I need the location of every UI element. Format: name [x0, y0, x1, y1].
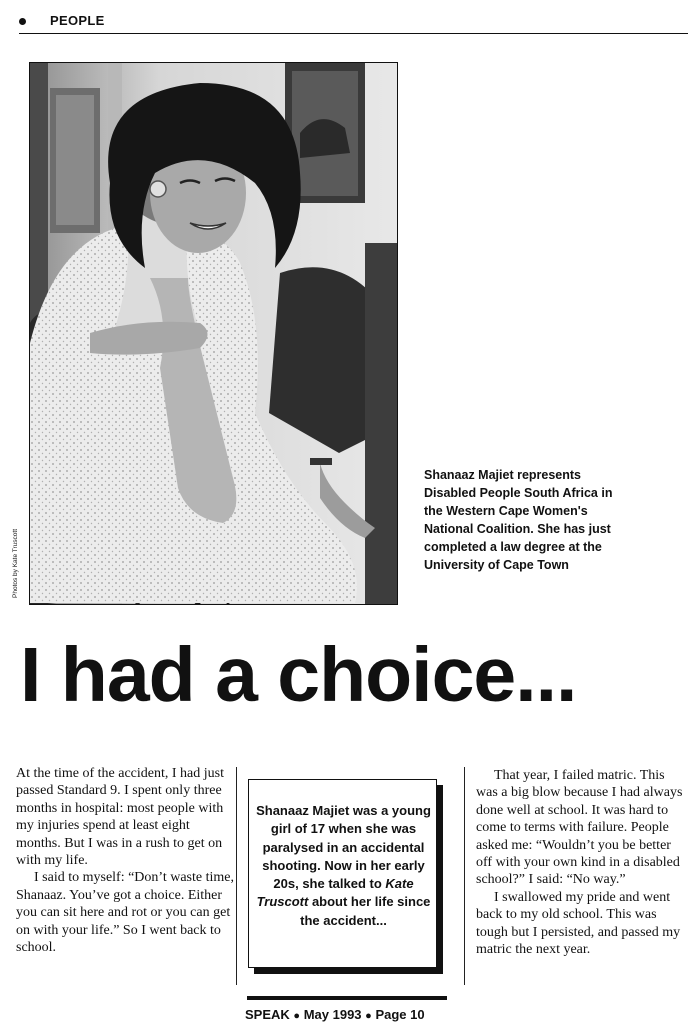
headline: I had a choice...: [20, 632, 577, 718]
photo-caption: Shanaaz Majiet represents Disabled People South Africa in the Western Cape Women's National Coalition. She has just completed a law degree at the University of Cape Town: [424, 468, 613, 572]
pullquote-text: [249, 802, 438, 930]
paragraph: I said to myself: “Don’t waste time, Shanaaz. You’ve got a choice. Either you can sit here and rot or you can get on with your life.” So I went back to school.: [16, 870, 234, 956]
portrait-illustration: [30, 63, 398, 605]
footer-page: Page 10: [375, 1007, 425, 1022]
section-header: [19, 14, 688, 34]
pullquote-part: Shanaaz Majiet was a young girl of 17 when she was paralysed in an accidental shooting. Now in her early 20s, she talked to: [256, 803, 431, 892]
paragraph: That year, I failed matric. This was a big blow because I had always done well at school. It was hard to come to terms with failure. People asked me: “Wouldn’t you be better off with your own kind in a disabled school?” I said: “No way.”: [476, 768, 683, 888]
paragraph: At the time of the accident, I had just passed Standard 9. I spent only three months in hospital: most people with my injuries spend at least eight months. But I was in a rush to get on with my life.: [16, 766, 224, 869]
right-column: [476, 767, 686, 958]
footer-rule: [247, 996, 447, 1000]
bullet-icon: ●: [293, 1010, 301, 1022]
footer-date: May 1993: [303, 1007, 362, 1022]
footer-publication: SPEAK: [245, 1007, 290, 1022]
portrait-photo: [29, 62, 398, 605]
pullquote-author: Kate Truscott: [256, 876, 414, 910]
pullquote-box: [248, 779, 437, 968]
bullet-icon: ●: [365, 1010, 372, 1022]
pullquote-part: about her life since the accident...: [300, 894, 431, 928]
section-label: PEOPLE: [50, 13, 105, 28]
column-divider: [236, 767, 237, 985]
photo-credit: Photos by Kate Truscott: [12, 528, 19, 598]
paragraph: I swallowed my pride and went back to my old school. This was tough but I persisted, and passed my matric the next year.: [476, 889, 681, 958]
column-divider: [464, 767, 465, 985]
bullet-icon: [19, 18, 26, 25]
left-column: [16, 765, 238, 956]
page-footer: [245, 1007, 455, 1022]
